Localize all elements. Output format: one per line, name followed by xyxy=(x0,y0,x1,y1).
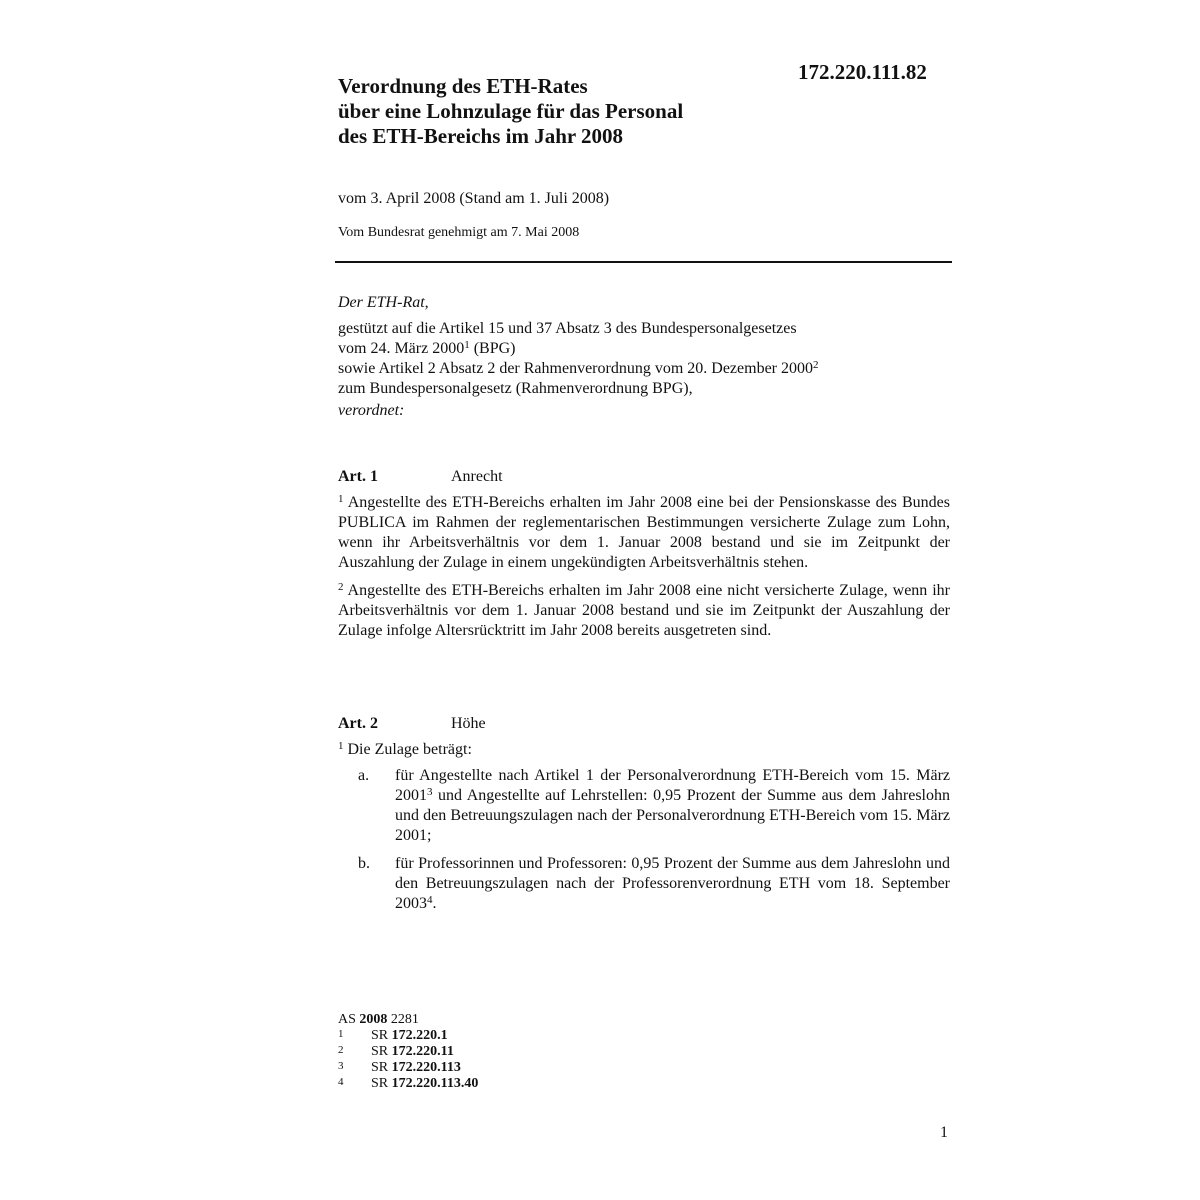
paragraph-number: 1 xyxy=(338,740,344,752)
approval-line: Vom Bundesrat genehmigt am 7. Mai 2008 xyxy=(338,225,580,240)
footnote-text xyxy=(371,1076,478,1092)
article-1-header xyxy=(338,467,950,487)
preamble-basis-2b: zum Bundespersonalgesetz (Rahmenverordnung BPG), xyxy=(338,380,693,397)
footnote-ref-2[interactable]: 2 xyxy=(813,359,819,371)
page-number: 1 xyxy=(940,1124,948,1141)
footnote-number: 4 xyxy=(338,1076,344,1088)
preamble-basis-1c: (BPG) xyxy=(469,340,516,357)
footnote-ref-4[interactable]: 4 xyxy=(427,894,433,906)
as-year: 2008 xyxy=(359,1012,388,1027)
paragraph-number: 1 xyxy=(338,493,344,505)
footnote-text xyxy=(371,1028,448,1044)
footnote-text xyxy=(371,1060,461,1076)
footnote-ref[interactable]: 172.220.113 xyxy=(391,1060,461,1075)
footnote-ref-3[interactable]: 3 xyxy=(427,786,433,798)
title-line-2: über eine Lohnzulage für das Personal xyxy=(338,99,684,123)
footnote-prefix: SR xyxy=(371,1044,389,1059)
list-text-part: für Professorinnen und Professoren: 0,95 Prozent der Summe aus dem Jahreslohn und den Betreuungszulagen nach der Professorenverordnung ETH vom 18. September 2003 xyxy=(395,855,950,912)
paragraph-number: 2 xyxy=(338,581,344,593)
footnote-1 xyxy=(338,1028,478,1044)
footnote-text xyxy=(371,1044,454,1060)
paragraph-text: Angestellte des ETH-Bereichs erhalten im Jahr 2008 eine nicht versicherte Zulage, wenn ihr Arbeitsverhältnis vor dem 1. Januar 2008 bestand und sie im Zeitpunkt der Auszahlung der Zulage infolge Altersrücktritt im Jahr 2008 bereits ausgetreten sind. xyxy=(338,582,950,639)
article-2-number: Art. 2 xyxy=(338,715,378,732)
footnote-number: 1 xyxy=(338,1028,344,1040)
article-1-paragraph-1 xyxy=(338,493,950,573)
title-line-3: des ETH-Bereichs im Jahr 2008 xyxy=(338,124,624,148)
footnotes xyxy=(338,1012,478,1092)
paragraph-text: Die Zulage beträgt: xyxy=(347,741,472,758)
footnote-prefix: SR xyxy=(371,1028,389,1043)
preamble xyxy=(338,293,950,421)
article-2 xyxy=(338,714,950,922)
footnote-2 xyxy=(338,1044,478,1060)
list-letter: a. xyxy=(358,767,370,784)
footnote-number: 3 xyxy=(338,1060,344,1072)
footnote-prefix: SR xyxy=(371,1076,389,1091)
footnote-4 xyxy=(338,1076,478,1092)
footnote-ref[interactable]: 172.220.11 xyxy=(391,1044,454,1059)
preamble-basis-2a: sowie Artikel 2 Absatz 2 der Rahmenverordnung vom 20. Dezember 2000 xyxy=(338,360,813,377)
list-text xyxy=(395,854,950,914)
list-text-part: für Angestellte nach Artikel 1 der Personalverordnung ETH-Bereich vom 15. März 2001 xyxy=(395,767,950,804)
title-line-1: Verordnung des ETH-Rates xyxy=(338,74,588,98)
as-reference xyxy=(338,1012,478,1028)
list-text-part: und Angestellte auf Lehrstellen: 0,95 Prozent der Summe aus dem Jahreslohn und den Betreuungszulagen nach der Personalverordnung ETH-Bereich vom 15. März 2001; xyxy=(395,787,950,844)
preamble-basis-1b: vom 24. März 2000 xyxy=(338,340,465,357)
date-line: vom 3. April 2008 (Stand am 1. Juli 2008) xyxy=(338,190,610,207)
document-title xyxy=(338,74,683,149)
article-2-header xyxy=(338,714,950,734)
footnote-3 xyxy=(338,1060,478,1076)
article-1 xyxy=(338,467,950,649)
sr-number: 172.220.111.82 xyxy=(798,60,927,84)
article-1-paragraph-2 xyxy=(338,581,950,641)
as-prefix: AS xyxy=(338,1012,356,1027)
footnote-ref-1[interactable]: 1 xyxy=(464,339,470,351)
list-letter: b. xyxy=(358,855,370,872)
preamble-basis xyxy=(338,319,950,399)
as-page: 2281 xyxy=(390,1012,419,1027)
article-2-intro xyxy=(338,740,950,760)
footnote-prefix: SR xyxy=(371,1060,389,1075)
list-item-a xyxy=(338,766,950,846)
list-text xyxy=(395,766,950,846)
paragraph-text: Angestellte des ETH-Bereichs erhalten im Jahr 2008 eine bei der Pensionskasse des Bundes PUBLICA im Rahmen der reglementarischen Bestimmungen versicherte Zulage zum Lohn, wenn ihr Arbeitsverhältnis vor dem 1. Januar 2008 bestand und sie im Zeitpunkt der Auszahlung der Zulage in einem ungekündigten Arbeitsverhältnis stehen. xyxy=(338,494,950,571)
list-text-part: . xyxy=(432,895,437,912)
preamble-enacts: verordnet: xyxy=(338,402,405,419)
preamble-issuer: Der ETH-Rat, xyxy=(338,294,429,311)
article-1-number: Art. 1 xyxy=(338,468,378,485)
footnote-number: 2 xyxy=(338,1044,344,1056)
preamble-basis-1a: gestützt auf die Artikel 15 und 37 Absatz 3 des Bundespersonalgesetzes xyxy=(338,320,797,337)
footnote-ref[interactable]: 172.220.1 xyxy=(391,1028,448,1043)
header-divider xyxy=(335,261,952,263)
article-1-heading: Anrecht xyxy=(451,468,503,485)
list-item-b xyxy=(338,854,950,914)
article-2-heading: Höhe xyxy=(451,715,486,732)
footnote-ref[interactable]: 172.220.113.40 xyxy=(391,1076,479,1091)
